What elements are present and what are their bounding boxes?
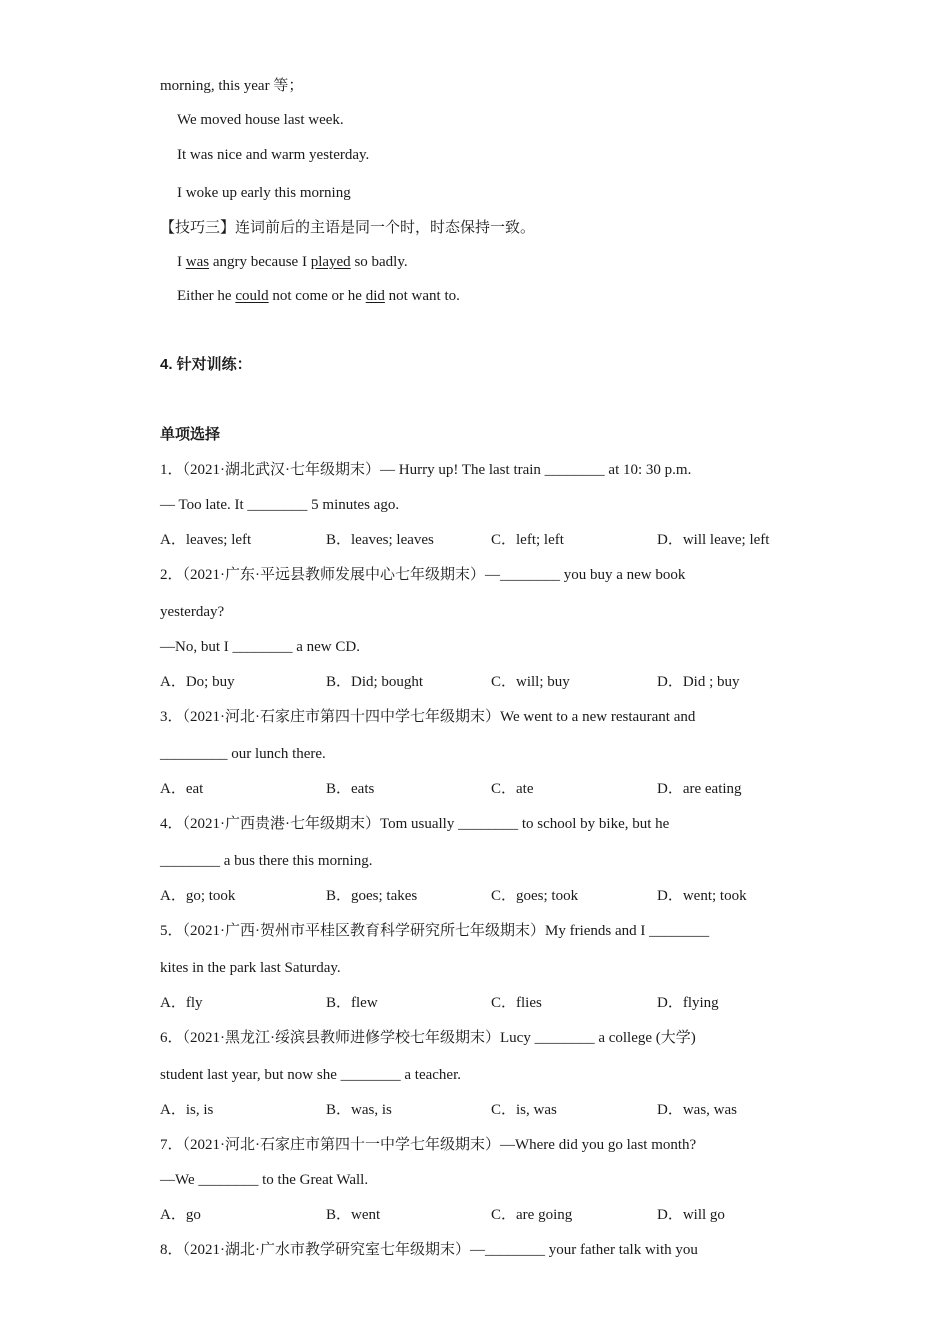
text-segment: not come or he — [268, 288, 366, 304]
option-c: C．left; left — [491, 532, 564, 548]
text-segment: not want to. — [384, 288, 460, 304]
option-a: A．go — [160, 1207, 201, 1223]
question-7-line: —We ________ to the Great Wall. — [160, 1172, 369, 1188]
option-a: A．is, is — [160, 1102, 214, 1118]
option-d: D．will go — [657, 1207, 725, 1223]
question-2-line: yesterday? — [160, 604, 225, 620]
option-c: C．ate — [491, 781, 534, 797]
underlined-word: could — [235, 288, 269, 304]
question-4-line: ________ a bus there this morning. — [160, 853, 373, 869]
question-7-line: 7．（2021·河北·石家庄市第四十一中学七年级期末）—Where did you go last month? — [160, 1137, 697, 1153]
option-b: B．eats — [326, 781, 375, 797]
example-sentence: I woke up early this morning — [177, 185, 351, 201]
option-d: D．Did ; buy — [657, 674, 740, 690]
option-c: C．flies — [491, 995, 542, 1011]
option-b: B．Did; bought — [326, 674, 424, 690]
tip-three: 【技巧三】连词前后的主语是同一个时，时态保持一致。 — [160, 220, 536, 236]
option-d: D．will leave; left — [657, 532, 770, 548]
underlined-word: was — [185, 254, 210, 270]
option-c: C．will; buy — [491, 674, 570, 690]
text-segment: Either he — [177, 288, 236, 304]
option-b: B．flew — [326, 995, 378, 1011]
question-5-line: kites in the park last Saturday. — [160, 960, 341, 976]
question-2-line: —No, but I ________ a new CD. — [160, 639, 360, 655]
tip-example — [177, 252, 408, 272]
question-6-line: 6．（2021·黑龙江·绥滨县教师进修学校七年级期末）Lucy ________ a college (大学) — [160, 1030, 696, 1046]
question-6-line: student last year, but now she ________ a teacher. — [160, 1067, 461, 1083]
question-3-line: _________ our lunch there. — [160, 746, 326, 762]
question-2-line: 2．（2021·广东·平远县教师发展中心七年级期末）—________ you buy a new book — [160, 567, 686, 583]
question-4-line: 4．（2021·广西贵港·七年级期末）Tom usually ________ to school by bike, but he — [160, 816, 670, 832]
option-a: A．eat — [160, 781, 204, 797]
question-3-line: 3．（2021·河北·石家庄市第四十四中学七年级期末）We went to a new restaurant and — [160, 709, 696, 725]
option-a: A．Do; buy — [160, 674, 235, 690]
text-segment: so badly. — [350, 254, 408, 270]
question-1-line: 1．（2021·湖北武汉·七年级期末）— Hurry up! The last train ________ at 10: 30 p.m. — [160, 462, 692, 478]
option-d: D．went; took — [657, 888, 747, 904]
question-8-line: 8．（2021·湖北·广水市教学研究室七年级期末）—________ your father talk with you — [160, 1242, 698, 1258]
underlined-word: played — [310, 254, 351, 270]
option-d: D．was, was — [657, 1102, 737, 1118]
text-segment: I — [177, 254, 186, 270]
option-d: D．are eating — [657, 781, 742, 797]
tip-example — [177, 286, 460, 306]
option-b: B．leaves; leaves — [326, 532, 434, 548]
underlined-word: did — [365, 288, 385, 304]
text-segment: angry because I — [209, 254, 311, 270]
intro-line: morning, this year 等； — [160, 78, 304, 94]
option-c: C．are going — [491, 1207, 573, 1223]
question-1-line: — Too late. It ________ 5 minutes ago. — [160, 497, 400, 513]
option-a: A．go; took — [160, 888, 236, 904]
subsection-heading: 单项选择 — [160, 426, 221, 443]
example-sentence: We moved house last week. — [177, 112, 344, 128]
option-a: A．fly — [160, 995, 203, 1011]
example-sentence: It was nice and warm yesterday. — [177, 147, 370, 163]
option-c: C．goes; took — [491, 888, 579, 904]
option-b: B．was, is — [326, 1102, 392, 1118]
option-c: C．is, was — [491, 1102, 557, 1118]
option-b: B．went — [326, 1207, 381, 1223]
question-5-line: 5．（2021·广西·贺州市平桂区教育科学研究所七年级期末）My friends and I ________ — [160, 923, 710, 939]
section-heading: 4. 针对训练： — [160, 356, 252, 373]
option-a: A．leaves; left — [160, 532, 252, 548]
option-d: D．flying — [657, 995, 719, 1011]
option-b: B．goes; takes — [326, 888, 418, 904]
